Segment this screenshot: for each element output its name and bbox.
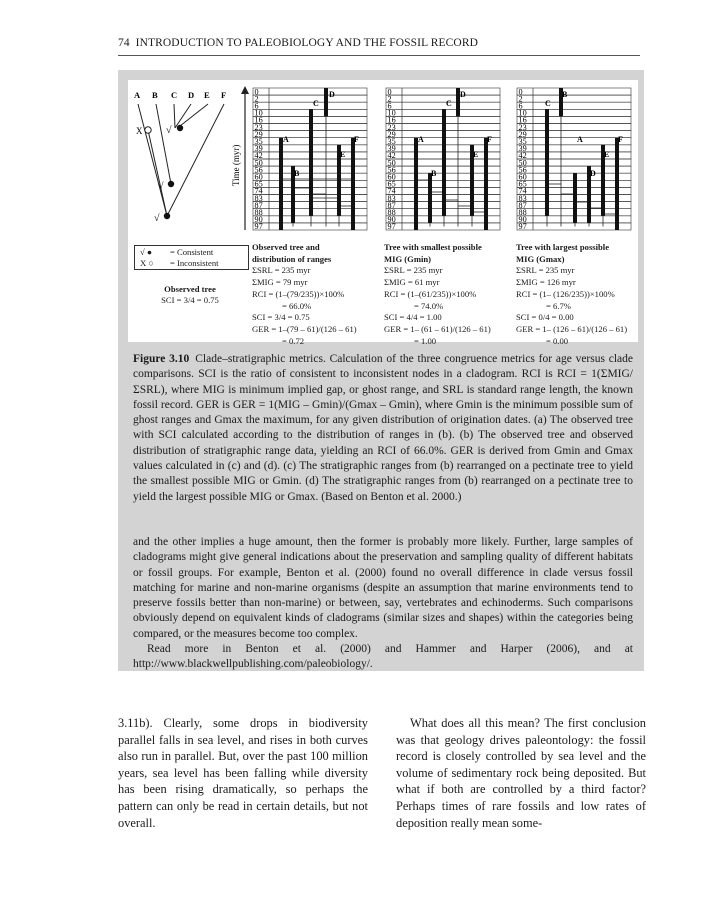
tick-label: 60 <box>387 172 396 182</box>
consistent-mark: √ <box>154 213 160 224</box>
time-row <box>517 166 631 173</box>
page-number: 74 <box>118 37 130 49</box>
time-row <box>253 102 367 109</box>
tick-label: 97 <box>254 222 263 232</box>
tick-label: 2 <box>518 94 523 104</box>
stat-srl: ΣSRL = 235 myr <box>516 265 575 276</box>
tick-label: 74 <box>254 186 263 196</box>
tick-label: 39 <box>518 144 527 154</box>
range-bar <box>545 109 549 216</box>
time-row <box>517 131 631 138</box>
time-row <box>517 116 631 123</box>
range-label: C <box>545 99 551 108</box>
tick-label: 23 <box>254 122 263 132</box>
tick-label: 35 <box>254 137 263 146</box>
tick-label: 29 <box>254 129 263 139</box>
range-label: B <box>562 90 568 99</box>
tick-label: 65 <box>387 179 396 189</box>
box-paragraph: Read more in Benton et al. (2000) and Hammer and Harper (2006), and at http://www.blackwellpublishing.com/paleobiology/. <box>133 643 633 671</box>
time-row <box>386 223 500 230</box>
stats-title: MIG (Gmin) <box>384 253 432 264</box>
consistent-node <box>168 181 174 187</box>
tick-label: 35 <box>518 137 527 146</box>
range-label: F <box>487 135 492 144</box>
time-row <box>517 124 631 131</box>
taxon-label: B <box>152 90 158 100</box>
tick-label: 87 <box>254 200 263 210</box>
consistent-mark: √ <box>158 181 164 192</box>
stat-rci: RCI = (1– (126/235))×100% <box>516 288 615 299</box>
tick-label: 90 <box>254 215 263 225</box>
tick-label: 42 <box>518 151 527 161</box>
stats-title: Observed tree and <box>252 242 320 252</box>
stat-rci-value: = 6.7% <box>546 300 571 311</box>
range-label: A <box>418 135 424 144</box>
running-head <box>118 37 478 49</box>
taxon-label: A <box>134 90 141 100</box>
stats-gmax <box>516 242 627 347</box>
stat-rci: RCI = (1–(61/235))×100% <box>384 288 477 299</box>
taxon-label: C <box>171 90 178 100</box>
tick-label: 74 <box>387 186 396 196</box>
box-text <box>133 535 633 673</box>
stat-mig: ΣMIG = 61 myr <box>384 277 440 288</box>
observed-tree-caption <box>140 284 240 306</box>
legend-inconsistent-label: = Inconsistent <box>170 258 219 268</box>
running-head-title: INTRODUCTION TO PALEOBIOLOGY AND THE FOSSIL RECORD <box>135 37 479 49</box>
tick-label: 6 <box>387 101 392 111</box>
time-row <box>517 152 631 159</box>
consistent-node <box>177 125 183 131</box>
stat-ger: GER = 1– (126 – 61)/(126 – 61) <box>516 323 628 334</box>
tick-label: 29 <box>387 129 396 139</box>
range-chart-gmin <box>384 84 502 234</box>
range-label: D <box>329 90 335 99</box>
caption-text: Clade–stratigraphic metrics. Calculation of the three congruence metrics for age versus clade comparisons. SCI is the ratio of consistent to inconsistent nodes in a cladogram. RCI is RCI = 1(ΣMIG/ΣSRL), where MIG is minimum implied gap, or ghost range, and SRL is standard range length, the known fossil record. GER is GER = 1(MIG – Gmin)/(Gmax – Gmin), where Gmin is the minimum possible sum of ghost ranges and Gmax the maximum, for any given distribution of origination dates. (a) The observed tree with SCI calculated according to the distribution of ranges in (b). (b) The observed tree and observed distribution of stratigraphic range data, yielding an RCI of 66.0%. GER is derived from Gmin and Gmax values calculated in (c) and (d). (c) The stratigraphic ranges from (b) rearranged on a pectinate tree to yield the smallest possible MIG or Gmin. (d) The stratigraphic ranges from (b) rearranged on a pectinate tree to yield the largest possible MIG or Gmax. (Based on Benton et al. 2000.) <box>133 353 633 503</box>
tick-label: 87 <box>518 200 527 210</box>
tick-label: 6 <box>518 101 523 111</box>
tick-label: 42 <box>387 151 396 161</box>
range-bar <box>442 109 446 216</box>
time-row <box>253 223 367 230</box>
time-row <box>517 159 631 166</box>
consistent-symbol: √ ● <box>140 247 153 257</box>
stat-srl: ΣSRL = 235 myr <box>252 265 311 276</box>
box-paragraph: and the other implies a huge amount, then the former is probably more likely. Further, large samples of cladograms might give general indications about the preservation and sampling quality of different habitats or fossil groups. For example, Benton et al. (2000) found no overall difference in clade versus fossil matching for marine and non-marine organisms (despite an assumption that marine environments tend to preserve fossils better than non-marine) or between, say, vertebrates and echinoderms. Such comparisons obviously depend on equivalent kinds of cladograms (similar sizes and shapes) within the categories being compared, or the measures become too complex. <box>133 536 633 640</box>
caption-label: Figure 3.10 <box>133 353 190 365</box>
range-label: E <box>340 150 346 159</box>
tick-label: 10 <box>518 108 527 118</box>
range-bar <box>484 138 488 230</box>
tick-label: 16 <box>254 115 263 125</box>
tick-label: 56 <box>518 165 527 175</box>
stat-mig: ΣMIG = 79 myr <box>252 277 308 288</box>
tick-label: 83 <box>387 193 396 203</box>
tick-label: 90 <box>387 215 396 225</box>
axis-label: Time (myr) <box>231 144 241 186</box>
range-chart-gmax <box>515 84 633 234</box>
consistent-node <box>164 213 170 219</box>
tick-label: 23 <box>387 122 396 132</box>
body-column-left: 3.11b). Clearly, some drops in biodiversity parallel falls in sea level, and rises in both curves also run in parallel. But, over the past 100 million years, sea level has been falling while diversity has been rising dramatically, so perhaps the pattern can only be read in certain details, but not overall. <box>118 716 368 830</box>
range-bar <box>615 138 619 230</box>
tick-label: 6 <box>254 101 259 111</box>
time-row <box>386 102 500 109</box>
stat-sci: SCI = 0/4 = 0.00 <box>516 312 574 323</box>
stats-title: distribution of ranges <box>252 253 332 264</box>
tick-label: 88 <box>387 208 396 217</box>
tick-label: 50 <box>518 158 527 168</box>
range-label: C <box>313 99 319 108</box>
stat-srl: ΣSRL = 235 myr <box>384 265 443 276</box>
stats-title: Tree with largest possible <box>516 242 610 252</box>
range-label: D <box>460 90 466 99</box>
tick-label: 0 <box>387 87 392 97</box>
tick-label: 56 <box>387 165 396 175</box>
taxon-label: D <box>188 90 195 100</box>
body-column-right: What does all this mean? The first conclusion was that geology drives paleontology: the fossil record is closely controlled by sea level and the volume of sedimentary rock being deposited. But what if both are controlled by a third factor? Perhaps times of rare fossils and low rates of deposition really mean some- <box>396 716 646 830</box>
tick-label: 42 <box>254 151 263 161</box>
time-row <box>517 223 631 230</box>
stat-sci: SCI = 3/4 = 0.75 <box>252 312 310 323</box>
stat-rci-value: = 66.0% <box>282 300 312 311</box>
time-row <box>517 109 631 116</box>
tick-label: 16 <box>387 115 396 125</box>
time-row <box>253 216 367 223</box>
consistent-mark: √ <box>166 125 172 136</box>
stat-ger-value: = 0.72 <box>282 335 305 346</box>
tick-label: 97 <box>518 222 527 232</box>
tick-label: 60 <box>518 172 527 182</box>
stats-title: Tree with smallest possible <box>384 242 482 252</box>
range-label: B <box>431 169 437 178</box>
taxon-label: F <box>221 90 227 100</box>
tick-label: 0 <box>254 87 259 97</box>
stats-title: MIG (Gmax) <box>516 253 565 264</box>
time-row <box>517 95 631 102</box>
stat-ger: GER = 1– (61 – 61)/(126 – 61) <box>384 323 491 334</box>
legend <box>134 245 249 270</box>
time-row <box>386 216 500 223</box>
range-label: E <box>473 150 479 159</box>
tick-label: 10 <box>387 108 396 118</box>
tick-label: 56 <box>254 165 263 175</box>
tick-label: 2 <box>387 94 392 104</box>
observed-tree-sci: SCI = 3/4 = 0.75 <box>161 295 219 305</box>
tick-label: 29 <box>518 129 527 139</box>
range-bar <box>414 138 418 230</box>
range-bar <box>324 88 328 116</box>
tick-label: 39 <box>254 144 263 154</box>
time-row <box>253 95 367 102</box>
tick-label: 88 <box>518 208 527 217</box>
tick-label: 35 <box>387 137 396 146</box>
range-bar <box>309 109 313 216</box>
range-label: F <box>354 135 359 144</box>
tick-label: 39 <box>387 144 396 154</box>
inconsistent-node <box>145 127 151 133</box>
stats-observed <box>252 242 357 347</box>
tick-label: 16 <box>518 115 527 125</box>
header-rule <box>118 55 640 56</box>
range-label: A <box>577 135 583 144</box>
range-chart-observed <box>251 84 369 234</box>
time-row <box>517 88 631 95</box>
stats-gmin <box>384 242 491 347</box>
inconsistent-symbol: X ○ <box>140 258 154 268</box>
range-label: C <box>446 99 452 108</box>
inconsistent-mark: X <box>136 126 143 136</box>
tick-label: 65 <box>254 179 263 189</box>
time-row <box>386 95 500 102</box>
tick-label: 50 <box>387 158 396 168</box>
stat-rci: RCI = (1–(79/235))×100% <box>252 288 345 299</box>
observed-tree-title: Observed tree <box>164 284 216 294</box>
tick-label: 60 <box>254 172 263 182</box>
range-bar <box>428 173 432 223</box>
range-label: F <box>618 135 623 144</box>
tick-label: 83 <box>518 193 527 203</box>
tick-label: 10 <box>254 108 263 118</box>
cladogram-branches <box>138 104 224 216</box>
tick-label: 87 <box>387 200 396 210</box>
stat-ger-value: = 0.00 <box>546 335 569 346</box>
time-row <box>386 88 500 95</box>
figure-caption <box>133 352 633 505</box>
stat-mig: ΣMIG = 126 myr <box>516 277 576 288</box>
tick-label: 65 <box>518 179 527 189</box>
tick-label: 0 <box>518 87 523 97</box>
stat-sci: SCI = 4/4 = 1.00 <box>384 312 442 323</box>
time-row <box>517 145 631 152</box>
stat-rci-value: = 74.0% <box>414 300 444 311</box>
range-bar <box>573 173 577 223</box>
stat-ger-value: = 1.00 <box>414 335 437 346</box>
tick-label: 50 <box>254 158 263 168</box>
range-label: E <box>604 150 610 159</box>
time-row <box>253 88 367 95</box>
range-label: D <box>590 169 596 178</box>
tick-label: 2 <box>254 94 259 104</box>
time-row <box>517 138 631 145</box>
range-bar <box>279 138 283 230</box>
tick-label: 74 <box>518 186 527 196</box>
range-label: B <box>294 169 300 178</box>
tick-label: 83 <box>254 193 263 203</box>
tick-label: 23 <box>518 122 527 132</box>
range-label: A <box>283 135 289 144</box>
tick-label: 88 <box>254 208 263 217</box>
taxon-label: E <box>204 90 210 100</box>
tick-label: 90 <box>518 215 527 225</box>
tick-label: 97 <box>387 222 396 232</box>
time-row <box>517 102 631 109</box>
range-bar <box>351 138 355 230</box>
legend-consistent-label: = Consistent <box>170 247 214 257</box>
stat-ger: GER = 1–(79 – 61)/(126 – 61) <box>252 323 357 334</box>
